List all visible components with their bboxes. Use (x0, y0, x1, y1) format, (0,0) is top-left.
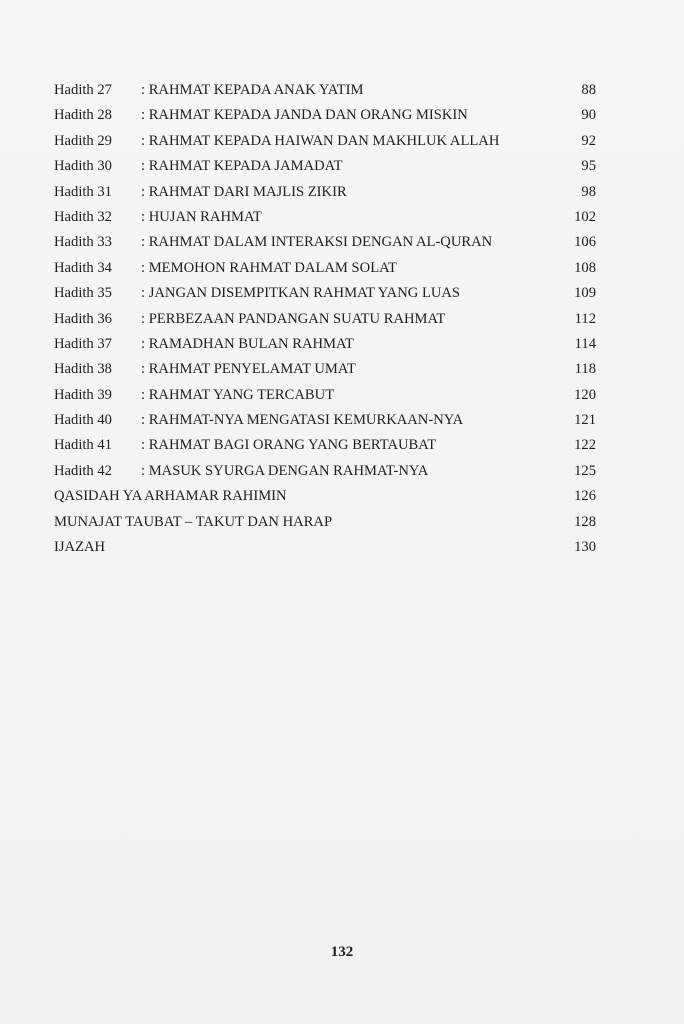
toc-row-hadith-35 (54, 281, 606, 306)
page-number: 118 (574, 361, 596, 378)
section-title: MUNAJAT TAUBAT – TAKUT DAN HARAP (54, 513, 333, 530)
hadith-title: : RAHMAT DARI MAJLIS ZIKIR (141, 183, 347, 200)
hadith-label: Hadith 37 (54, 335, 112, 352)
toc-row-qasidah (54, 484, 606, 509)
toc-row-hadith-28 (54, 103, 606, 128)
page-number: 128 (574, 513, 596, 530)
toc-row-hadith-33 (54, 230, 606, 255)
hadith-title: : RAHMAT YANG TERCABUT (141, 386, 335, 403)
page-number: 90 (581, 107, 596, 124)
toc-row-hadith-38 (54, 357, 606, 382)
hadith-label: Hadith 40 (54, 412, 112, 429)
hadith-label: Hadith 32 (54, 208, 112, 225)
page-number: 102 (574, 208, 596, 225)
section-title: IJAZAH (54, 539, 106, 556)
page-number: 121 (574, 412, 596, 429)
page-number: 114 (574, 335, 596, 352)
page-number: 125 (574, 462, 596, 479)
toc-row-hadith-31 (54, 180, 606, 205)
page-number: 95 (581, 158, 596, 175)
hadith-label: Hadith 41 (54, 437, 112, 454)
page-number: 122 (574, 437, 596, 454)
hadith-title: : JANGAN DISEMPITKAN RAHMAT YANG LUAS (141, 285, 461, 302)
toc-row-hadith-37 (54, 332, 606, 357)
hadith-label: Hadith 28 (54, 107, 112, 124)
page-number: 109 (574, 285, 596, 302)
hadith-label: Hadith 29 (54, 132, 112, 149)
page-number: 126 (574, 488, 596, 505)
toc-row-hadith-27 (54, 78, 606, 103)
hadith-label: Hadith 33 (54, 234, 112, 251)
page-number: 92 (581, 132, 596, 149)
hadith-label: Hadith 27 (54, 82, 112, 98)
toc-row-hadith-41 (54, 433, 606, 458)
hadith-label: Hadith 39 (54, 386, 112, 403)
hadith-title: : PERBEZAAN PANDANGAN SUATU RAHMAT (141, 310, 446, 327)
page-number: 112 (574, 310, 596, 327)
hadith-title: : RAHMAT PENYELAMAT UMAT (141, 361, 356, 378)
page-number: 98 (581, 183, 596, 200)
toc-row-hadith-39 (54, 383, 606, 408)
hadith-title: : RAHMAT KEPADA HAIWAN DAN MAKHLUK ALLAH (141, 132, 500, 149)
toc-row-hadith-36 (54, 307, 606, 332)
page-number: 88 (581, 82, 596, 98)
hadith-label: Hadith 36 (54, 310, 112, 327)
toc-row-hadith-42 (54, 459, 606, 484)
hadith-label: Hadith 31 (54, 183, 112, 200)
hadith-title: : RAHMAT DALAM INTERAKSI DENGAN AL-QURAN (141, 234, 493, 251)
hadith-label: Hadith 38 (54, 361, 112, 378)
folio-page-number: 132 (330, 944, 354, 960)
page-number: 106 (574, 234, 596, 251)
hadith-label: Hadith 30 (54, 158, 112, 175)
hadith-title: : RAHMAT-NYA MENGATASI KEMURKAAN-NYA (141, 412, 464, 429)
section-title: QASIDAH YA ARHAMAR RAHIMIN (54, 488, 287, 505)
hadith-title: : RAHMAT KEPADA ANAK YATIM (141, 82, 364, 98)
hadith-title: : MASUK SYURGA DENGAN RAHMAT-NYA (141, 462, 429, 479)
hadith-title: : RAHMAT BAGI ORANG YANG BERTAUBAT (141, 437, 437, 454)
page-number: 120 (574, 386, 596, 403)
hadith-title: : RAHMAT KEPADA JAMADAT (141, 158, 343, 175)
hadith-title: : MEMOHON RAHMAT DALAM SOLAT (141, 259, 397, 276)
hadith-title: : HUJAN RAHMAT (141, 208, 262, 225)
hadith-label: Hadith 34 (54, 259, 112, 276)
page-number: 108 (574, 259, 596, 276)
hadith-label: Hadith 35 (54, 285, 112, 302)
hadith-title: : RAMADHAN BULAN RAHMAT (141, 335, 354, 352)
page-number: 130 (574, 539, 596, 556)
hadith-title: : RAHMAT KEPADA JANDA DAN ORANG MISKIN (141, 107, 468, 124)
toc-row-hadith-29 (54, 129, 606, 154)
table-of-contents (54, 78, 606, 560)
toc-row-hadith-40 (54, 408, 606, 433)
toc-row-ijazah (54, 535, 606, 560)
toc-row-hadith-34 (54, 256, 606, 281)
hadith-label: Hadith 42 (54, 462, 112, 479)
toc-row-munajat (54, 510, 606, 535)
toc-row-hadith-30 (54, 154, 606, 179)
toc-row-hadith-32 (54, 205, 606, 230)
